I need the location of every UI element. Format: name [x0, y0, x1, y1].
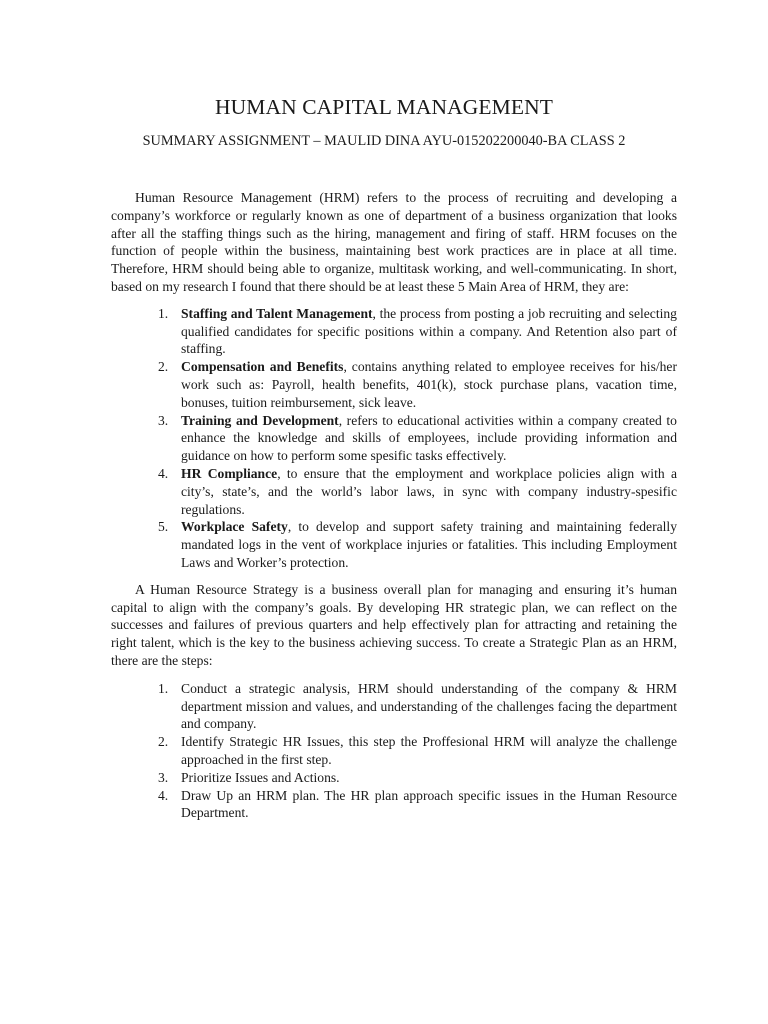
list-item — [111, 518, 677, 571]
area-term: Compensation and Benefits — [181, 359, 344, 375]
list-number: 3. — [158, 769, 169, 785]
list-item — [111, 412, 677, 465]
area-term: HR Compliance — [181, 465, 278, 481]
intro-paragraph: Human Resource Management (HRM) refers to the process of recruiting and developing a company’s workforce or regularly known as one of department of a business organization that looks after all the staffing things such as the hiring, management and firing of staff. HRM focuses on the function of people within the business, maintaining best work practices are in place at all time. Therefore, HRM should being able to organize, multitask working, and well-communicating. In short, based on my research I found that there should be at least these 5 Main Area of HRM, they are: — [111, 190, 677, 294]
area-term: Workplace Safety — [181, 519, 288, 535]
list-number: 2. — [158, 734, 169, 750]
list-item — [111, 787, 677, 823]
step-text: Identify Strategic HR Issues, this step the Proffesional HRM will analyze the challenge approached in the first step. — [181, 734, 677, 767]
list-number: 3. — [158, 412, 169, 428]
list-number: 4. — [158, 787, 169, 803]
list-item — [111, 358, 677, 411]
area-description: , to develop and support safety training and maintaining federally mandated logs in the vent of workplace injuries or fatalities. This including Employment Laws and Worker’s protection. — [181, 519, 677, 570]
area-description: , refers to educational activities within a company created to enhance the knowledge and skills of employees, include providing information and guidance on how to perform some spesific tasks effectively. — [181, 412, 677, 464]
list-item — [111, 305, 677, 358]
list-number: 4. — [158, 465, 169, 481]
document-body — [111, 189, 677, 822]
document-title: HUMAN CAPITAL MANAGEMENT — [215, 95, 553, 119]
list-number: 2. — [158, 359, 169, 375]
document-subtitle: SUMMARY ASSIGNMENT – MAULID DINA AYU-015202200040-BA CLASS 2 — [142, 133, 626, 149]
list-item — [111, 769, 677, 787]
area-term: Staffing and Talent Management — [181, 305, 373, 321]
list-number: 1. — [158, 305, 169, 321]
strategy-paragraph: A Human Resource Strategy is a business overall plan for managing and ensuring it’s human capital to align with the company’s goals. By developing HR strategic plan, we can reflect on the successes and failures of previous quarters and help effectively plan for attracting and retaining the right talent, which is the key to the business achieving success. To create a Strategic Plan as an HRM, there are the steps: — [111, 581, 677, 668]
list-item — [111, 465, 677, 518]
area-term: Training and Development — [181, 412, 339, 428]
list-number: 1. — [158, 680, 169, 696]
list-number: 5. — [158, 519, 169, 535]
area-description: , contains anything related to employee receives for his/her work such as: Payroll, health benefits, 401(k), stock purchase plans, vacation time, bonuses, tuition reimbursement, sick leave. — [181, 359, 677, 410]
hrm-areas-list — [111, 305, 677, 572]
area-description: , the process from posting a job recruiting and selecting qualified candidates for specific positions within a company. And Retention also part of staffing. — [181, 305, 677, 357]
step-text: Conduct a strategic analysis, HRM should understanding of the company & HRM department mission and values, and understanding of the challenges facing the department and company. — [181, 680, 677, 732]
step-text: Prioritize Issues and Actions. — [181, 769, 340, 785]
list-item — [111, 733, 677, 769]
step-text: Draw Up an HRM plan. The HR plan approach specific issues in the Human Resource Department. — [181, 787, 677, 821]
strategic-steps-list — [111, 680, 677, 822]
area-description: , to ensure that the employment and workplace policies align with a city’s, state’s, and the world’s labor laws, in sync with company industry-spesific regulations. — [181, 465, 677, 517]
list-item — [111, 680, 677, 733]
